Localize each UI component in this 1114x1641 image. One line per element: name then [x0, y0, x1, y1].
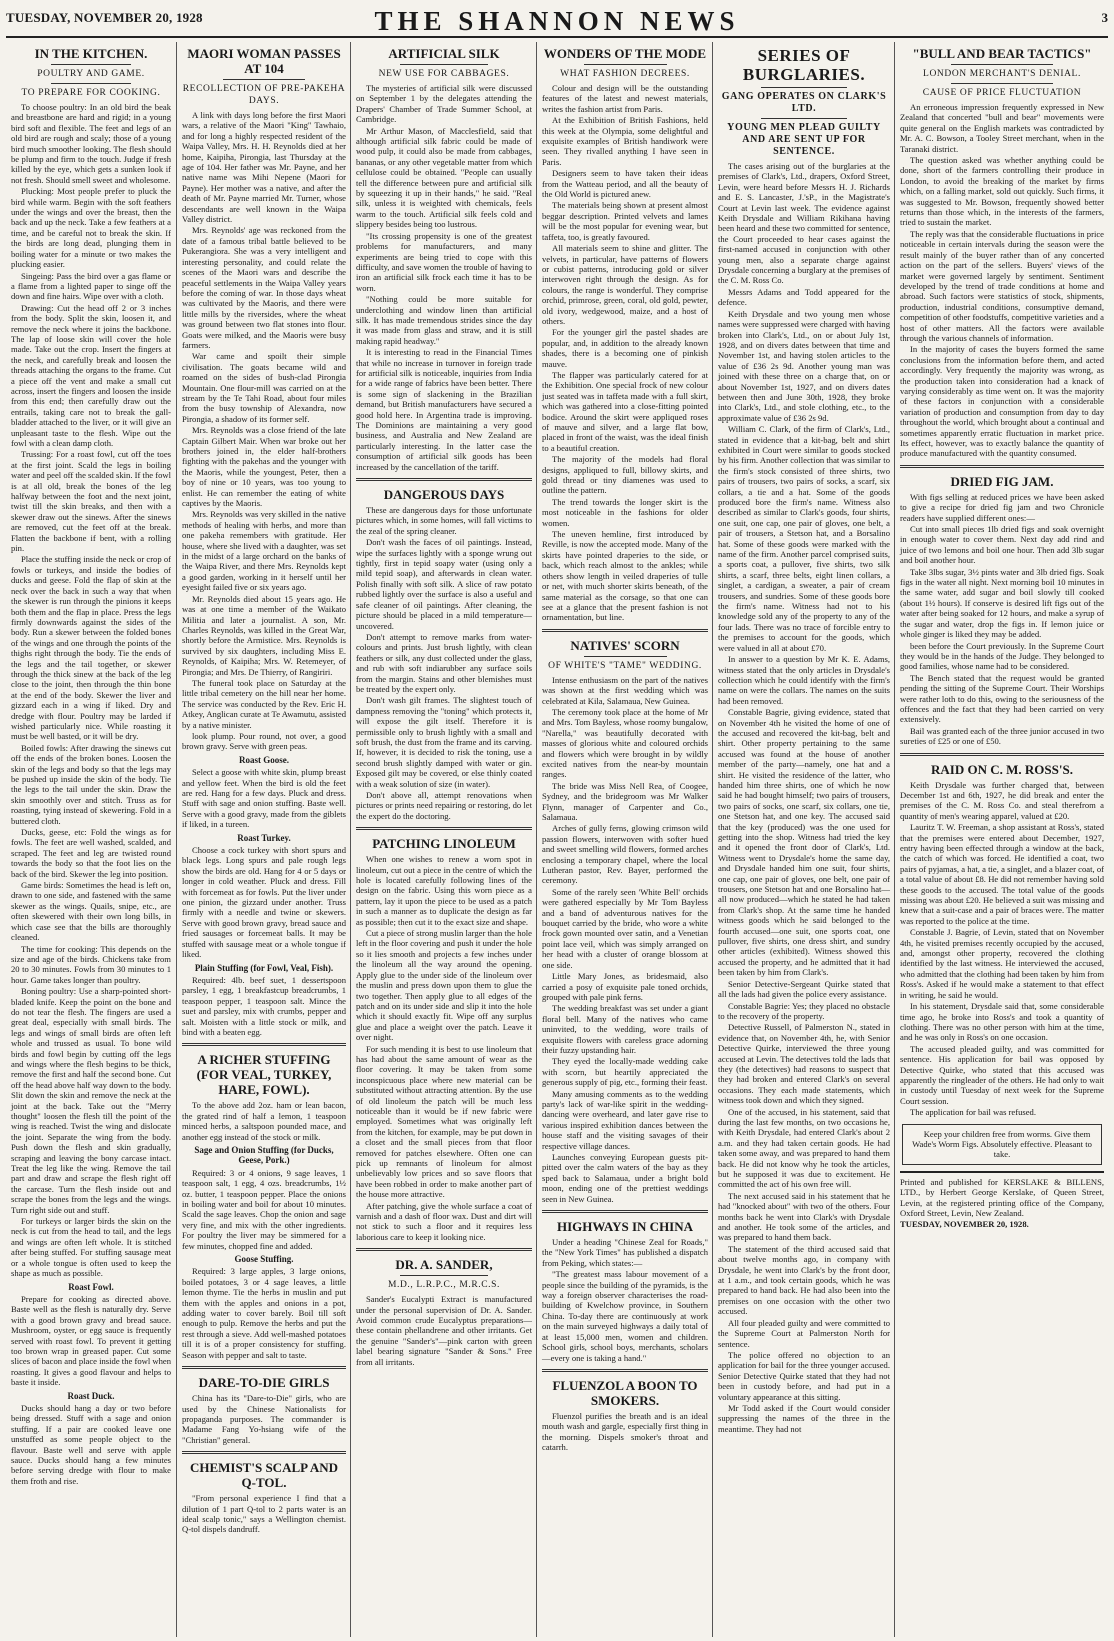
- article-paragraph: Don't wash gilt frames. The slightest touch of dampness removing the "toning" which protects it, will expose the gilt itself. Therefore it is permissible only to brush lightly with a small and soft brush, the dust from the frame and its carving. If, however, it is decided to risk the toning, use a second brush slightly damped with water or gin. Exposed gilt may be covered, or else thinly coated with a weak solution of size (in water).: [356, 695, 532, 789]
- article-paragraph: Colour and design will be the outstanding features of the latest and newest materials, writes the fashion artist from Paris.: [542, 83, 708, 114]
- article-paragraph: Don't wash the faces of oil paintings. Instead, wipe the surfaces lightly with a sponge wrung out tightly, first in tepid soapy water (using only a mild tepid soap), and afterwards in clean water. Polish finally with soft silk. A slice of raw potato rubbed lightly over the surface is also a useful and safe cleaner of oil paintings. After cleaning, the picture should be placed in a mild temperature—uncovered.: [356, 537, 532, 631]
- subhead-rule: [761, 118, 847, 119]
- article: [542, 46, 708, 623]
- article-headline: A RICHER STUFFING (FOR VEAL, TURKEY, HARE, FOWL).: [196, 1052, 332, 1098]
- article-paragraph: The question asked was whether anything could be done, short of the farmers controlling their produce in London, to avoid the breaking of the market by firms which, on a falling market, sold out quickly. Such firms, it was suggested to Mr. Bowson, frequently showed better returns than those which, in the interests of the farmers, tried to sustain the market.: [900, 155, 1104, 228]
- article-paragraph: Fluenzol purifies the breath and is an ideal mouth wash and gargle, especially first thing in the morning. Dispels smoker's throat and catarrh.: [542, 1410, 708, 1453]
- article-paragraph: An erroneous impression frequently expressed in New Zealand that concerted "bull and bear" movements were quite general on the English markets was contradicted by Mr. A. C. Bowson, a Tooley Street merchant, when in the Taranaki district.: [900, 102, 1104, 154]
- article-paragraph: Bail was granted each of the three junior accused in two sureties of £25 or one of £50.: [900, 725, 1104, 747]
- article: [11, 1391, 171, 1487]
- printer-imprint: Printed and published for KERSLAKE & BILLENS, LTD., by Herbert George Kerslake, of Queen Street, Levin, at the registered printing office of the Company, Oxford Street, Levin, New Zealand.: [900, 1171, 1104, 1219]
- article-paragraph: In answer to a question by Mr K. E. Adams, witness stated that the only articles in Drysdale's collection which he could identify with the firm's name on were the collars. The names on the suits had been removed.: [718, 654, 890, 706]
- column-5: [712, 42, 895, 1637]
- article-subhead: TO PREPARE FOR COOKING.: [21, 88, 161, 98]
- article-divider: [900, 753, 1104, 756]
- article-paragraph: been before the Court previously. In the Supreme Court they would be in the hands of the Judge. They belonged to good families, whose name had to be considered.: [900, 640, 1104, 672]
- article-paragraph: The cases arising out of the burglaries at the premises of Clark's, Ltd., drapers, Oxford Street, Levin, were heard before Messrs H. J. Richards and E. S. Lancaster, J.'sP., in the Magistrate's Court at Levin last week. The evidence against Keith Drysdale and William Rikihana having been heard and these two committed for sentence, the Court proceeded to hear cases against the first-named accused in conjunction with other young men, also a separate charge against Drysdale concerning a burglary at the premises of the C. M. Ross Co.: [718, 161, 890, 286]
- article-paragraph: The Bench stated that the request would be granted pending the sitting of the Supreme Court. Their Worships were rather loth to do this, owing to the seriousness of the offences and the fact that they had been carried on very extensively.: [900, 672, 1104, 725]
- article: [182, 731, 346, 752]
- article-paragraph: The statement of the third accused said that about twelve months ago, in company with Drysdale, he went into Clark's by the front door, at 1 a.m., and took certain goods, which he was prepared to hand back. He had also been into the premises on one occasion with the other two accused.: [718, 1243, 890, 1317]
- article-paragraph: Trussing: For a roast fowl, cut off the toes at the first joint. Scald the legs in boiling water and peel off the scalded skin. If the fowl is at all old, break the bones of the leg halfway between the foot and the next joint, twist till the skin breaks, and then with a skewer draw out the sinews. After the sinews are removed, cut the feet off at the break. Flatten the backbone if bent, with a rolling pin.: [11, 449, 171, 554]
- recipe-heading: Plain Stuffing (for Fowl, Veal, Fish).: [194, 962, 334, 973]
- article-headline: MAORI WOMAN PASSES AT 104: [187, 46, 341, 76]
- article-paragraph: The majority of the models had floral designs, appliqued to full, billowy skirts, and gold thread or tiny diamenes was used to outline the pattern.: [542, 454, 708, 496]
- article: [182, 1145, 346, 1251]
- article: [182, 1254, 346, 1360]
- article-paragraph: Don't attempt to remove marks from water-colours and prints. Just brush lightly, with clean feathers or silk, any dust collected under the glass, and rub with soft indiarubber any surface soils from the margin. Stains and other blemishes must be treated by the expert only.: [356, 631, 532, 694]
- article-paragraph: The time for cooking: This depends on the size and age of the birds. Chickens take from 20 to 30 minutes. Fowls from 30 minutes to 1 hour. Game takes longer than poultry.: [11, 943, 171, 985]
- article-subhead: NEW USE FOR CABBAGES.: [378, 69, 510, 79]
- article-paragraph: After patching, give the whole surface a coat of varnish and a dash of floor wax. Dust and dirt will not stick to such a floor and it requires less laborious care to keep it looking nice.: [356, 1200, 532, 1242]
- article: [356, 1248, 532, 1367]
- article-paragraph: Keith Drysdale was further charged that, between December 1st and 6th, 1927, he did break and enter the premises of the C. M. Ross Co. and steal therefrom a quantity of men's wearing apparel, valued at £20.: [900, 779, 1104, 821]
- article: [900, 465, 1104, 640]
- article-paragraph: William C. Clark, of the firm of Clark's, Ltd., stated in evidence that a kit-bag, belt and shirt exhibited in Court were similar to goods stocked by his firm. Another collection that was similar to the firm's stock consisted of three shirts, two pairs of trousers, two pairs of socks, a scarf, six collars, a tie and a hat. Some of the goods produced bore the firm's name. Witness also described as similar to Clark's goods, four shirts, one suit, one cap, one pair of gloves, one belt, a pair of trousers, a Stetson hat, and a Borsalino hat. Some of these goods were marked with the name of the firm. Another parcel comprised suits, a sports coat, a pullover, five shirts, two silk shirts, a scarf, three belts, eight linen collars, a singlet, a cardigan, a sweater, a pair of cream trousers, and sundries. Some of these goods bore the firm's name. Witness had not to his knowledge sold any of the property to any of the four lads. There was no trace of forcible entry to the premises to account for the goods, which were valued in all at about £70.: [718, 424, 890, 653]
- newspaper-title: THE SHANNON NEWS: [374, 6, 740, 36]
- article-paragraph: The materials being shown at present almost beggar description. Printed velvets and lames will be the most popular for evening wear, but taffeta, too, is greatly favoured.: [542, 200, 708, 242]
- article-paragraph: Mrs. Reynolds was very skilled in the native methods of healing with herbs, and more than one pakeha remembers with gratitude. Her house, where she lived with a daughter, was set in the midst of a large orchard on the banks of the Waipa River, and there Mrs. Reynolds kept a good garden, working in it herself until her eyesight failed five or six years ago.: [182, 509, 346, 593]
- article-paragraph: Drawing: Cut the head off 2 or 3 inches from the body. Split the skin, loosen it, and remove the neck where it joins the backbone. The lap of loose skin will cover the hole made. Take out the crop. Insert the fingers at the neck, and carefully break and loosen the threads attaching the organs to the frame. Cut a piece off the vent and make a small cut across, insert the fingers and loosen the inside from this end; then carefully draw out the entrails, taking care not to break the gall-bladder attached to the liver, or it will give an unpleasant taste to the flesh. Wipe out the fowl with a clean damp cloth.: [11, 302, 171, 448]
- article-paragraph: Cut a piece of strong muslin larger than the hole left in the floor covering and push it under the hole so it lies smooth and projects a few inches under the linoleum all the way around the opening. Apply glue to the under side of the linoleum over the muslin and press down upon them to glue the two together. Then apply glue to all edges of the patch and on its under side and slip it into the hole which it should exactly fit. Wipe off any surplus glue and place a weight over the patch. Leave it over night.: [356, 928, 532, 1043]
- article-paragraph: Place the stuffing inside the neck or crop of fowls or turkeys, and inside the bodies of ducks and geese. Fold the flap of skin at the neck over the back in such a way that when the skewer is run through the pinions it keeps both them and the flap in place. Press the legs firmly downwards against the sides of the body. Run a skewer between the folded bones of the wings and one through the points of the thighs right through the body. Tie the ends of the legs and the tail together, or skewer through the thick sinew at the back of the leg close to the joint, then through the thin bone at the end of the body. Skewer the liver and gizzard each in a wing if liked. Dry and dredge with flour. Poultry may be larded if wished particularly nice. While roasting it must be well basted, or it will be dry.: [11, 554, 171, 742]
- article-headline: FLUENZOL A BOON TO SMOKERS.: [552, 1377, 698, 1408]
- article-headline: DANGEROUS DAYS: [383, 487, 505, 503]
- article: [356, 478, 532, 821]
- article-paragraph: "Its crossing propensity is one of the greatest problems for manufacturers, and many experiments are being tried to cope with this difficulty, and save women the trouble of having to iron an artificial silk frock each time it has to be worn.: [356, 230, 532, 293]
- article-paragraph: For turkeys or larger birds the skin on the neck is cut from the head to tail, and the legs and wings are often left whole. It is stitched after being stuffed. For stuffing sausage meat or a whole tongue is often used to keep the shape as much as possible.: [11, 1216, 171, 1279]
- subhead-rule: [223, 79, 305, 80]
- article: [182, 1451, 346, 1535]
- recipe-heading: Roast Turkey.: [237, 832, 291, 843]
- article-paragraph: At the Exhibition of British Fashions, held this week at the Olympia, some delightful and exquisite examples of British handiwork were seen. They rivalled anything I have seen in Paris.: [542, 115, 708, 167]
- recipe-heading: Roast Goose.: [239, 754, 289, 765]
- article-paragraph: Prepare for cooking as directed above. Baste well as the flesh is naturally dry. Serve with a good brown gravy and bread sauce. Mushroom, oyster, or egg sauce is frequently served with roast fowl. To prevent it getting too brown wrap in greased paper. Cut some slices of bacon and place inside the fowl when roasting. It gives a good flavour and helps to baste it inside.: [11, 1293, 171, 1388]
- article-headline: PATCHING LINOLEUM: [372, 836, 516, 852]
- subhead-rule: [951, 64, 1053, 65]
- article: [356, 46, 532, 472]
- article-paragraph: The wedding breakfast was set under a giant floral bell. Many of the natives who came uninvited, to the wedding, wore trails of exquisite flowers with careless grace adorning their fuzzy upstanding hair.: [542, 1003, 708, 1055]
- article-paragraph: China has its "Dare-to-Die" girls, who are used by the Chinese Nationalists for propaganda purposes. The commander is Madame Fang Yo-hsiang wife of the "Christian" general.: [182, 1393, 346, 1445]
- page-number: 3: [1101, 10, 1108, 25]
- issue-date: TUESDAY, NOVEMBER 20, 1928: [6, 10, 203, 25]
- subhead-rule: [400, 64, 488, 65]
- article-headline: DARE-TO-DIE GIRLS: [198, 1375, 330, 1391]
- column-1: [6, 42, 176, 1637]
- article-paragraph: The trend towards the longer skirt is the most noticeable in the fashions for older women.: [542, 496, 708, 528]
- article-paragraph: They eyed the locally-made wedding cake with scorn, but heartily appreciated the generous supply of pig, etc., forming their feast.: [542, 1056, 708, 1088]
- article-paragraph: Intense enthusiasm on the part of the natives was shown at the first wedding which was celebrated at Kila, Salamaua, New Guinea.: [542, 674, 708, 706]
- article-paragraph: Required: 4lb. beef suet, 1 dessertspoon parsley, 1 egg, 1 breakfastcup breadcrumbs, 1 teaspoon pepper, 1 teaspoon salt. Mince the suet and parsley, mix with crumbs, pepper and salt. Moisten with a little stock or milk, and bind with a beaten egg.: [182, 974, 346, 1037]
- advertisement: Keep your children free from worms. Give them Wade's Worm Figs. Absolutely effective. Pleasant to take.: [902, 1124, 1102, 1165]
- article-paragraph: To the above add 2oz. ham or lean bacon, the grated rind of half a lemon, 1 teaspoon minced herbs, a saltspoon pounded mace, and another egg instead of the stock or milk.: [182, 1100, 346, 1142]
- article-subhead: RECOLLECTION OF PRE-PAKEHA DAYS.: [182, 84, 346, 106]
- article-paragraph: When one wishes to renew a worn spot in linoleum, cut out a piece in the centre of which the hole is located carefully following lines of the design on the fabric. Using this worn piece as a pattern, lay it upon the piece to be used as a patch in such a manner as to duplicate the design as far as possible; then cut it to the exact size and shape.: [356, 854, 532, 927]
- article-paragraph: The funeral took place on Saturday at the little tribal cemetery on the hill near her home. The service was conducted by the Rev. Eric H. Atkey, Anglican curate at Te Awamutu, assisted by a native minister.: [182, 677, 346, 730]
- article-paragraph: look plump. Pour round, not over, a good brown gravy. Serve with green peas.: [182, 730, 346, 752]
- article-paragraph: Constable Bagrie, giving evidence, stated that on November 4th he visited the home of one of the accused and recovered the kit-bag, belt and shirt. Other property pertaining to the same accused was found at the house of another member of the party—namely, one hat and a shirt. He visited the residence of the latter, who handed him three shirts, one of which he now said he had bought himself; two pairs of trousers, two pairs of socks, one scarf, six collars, one tie, one Stetson hat, and one key. The accused said that the key (produced) was the one used for getting into the shop. Witness had tried the key and it opened the front door of Clark's, Ltd. Witness went to Drysdale's home the same day, and Drysdale handed him one suit, four shirts, one cap, one pair of gloves, one belt, one pair of trousers, one Stetson hat and one Borsalino hat—all now produced—which he stated he had taken from Clark's shop. At the same time he handed witness goods which he said belonged to the fourth accused—one suit, one sports coat, one pullover, five shirts, one dress shirt, and sundry other articles (exhibited). Witness showed this accused the property, and he admitted that it had been taken by him from Clark's.: [718, 707, 890, 978]
- article-paragraph: The accused pleaded guilty, and was committed for sentence. His application for bail was opposed by Detective Quirke, who stated that this accused was apparently the ringleader of the others. He had only to wait in custody until Tuesday of next week for the Supreme Court session.: [900, 1043, 1104, 1106]
- article-paragraph: All four pleaded guilty and were committed to the Supreme Court at Palmerston North for sentence.: [718, 1317, 890, 1349]
- column-4: [536, 42, 713, 1637]
- article-paragraph: Boiled fowls: After drawing the sinews cut off the ends of the broken bones. Loosen the skin of the legs and body so that the legs may be pushed up inside the skin of the body. Tie the legs to the tail under the skin. Draw the skin smoothly over and stitch. Truss as for roasting, tying instead of skewering. Fold in a buttered cloth.: [11, 742, 171, 826]
- article-paragraph: Game birds: Sometimes the head is left on, drawn to one side, and fastened with the same skewer as the wings. Quails, snipe, etc., are often skewered with their own long bills, in which case see that the bills are thoroughly cleaned.: [11, 880, 171, 943]
- article-paragraph: Mrs. Reynolds was a close friend of the late Captain Gilbert Mair. When war broke out her brothers joined in, the elder half-brothers fighting with the pakehas and the younger with the Maoris, while the youngest, Peter, then a boy of nine or 10 years, was too young to enlist. He can remember the eating of white captives by the Maoris.: [182, 425, 346, 509]
- subhead-rule: [400, 1275, 488, 1276]
- article-paragraph: The application for bail was refused.: [910, 1107, 1036, 1118]
- article-paragraph: To choose poultry: In an old bird the beak and breastbone are hard and rigid; in a young bird soft and flexible. The feet and legs of an old bird are rough and scaly; those of a young bird much smoother looking. The flesh should be plump and firm to the touch. Judge if fresh killed by the eye, which gets a sunken look if not fresh. Should smell sweet and wholesome.: [11, 102, 171, 185]
- article-paragraph: Mrs. Reynolds' age was reckoned from the date of a famous tribal battle believed to be Pukerangiora. She was a very intelligent and interesting personality, and could relate the scenes of the Maori wars and describe the peaceful settlements in the Waipa Valley years before the coming of war. In those days wheat was cultivated by the Maoris, and there were little mills by the riversides, where the wheat was ground between two flat stones into flour. Goats were milked, and the Maoris were busy farmers.: [182, 225, 346, 350]
- article-paragraph: Plucking: Most people prefer to pluck the bird while warm. Begin with the soft feathers under the wings and over the breast, then the back and up the neck. Take a few feathers at a time, and be careful not to break the skin. If the birds are long dead, plunging them in boiling water for a minute or two makes the plucking easier.: [11, 186, 171, 270]
- article: [182, 46, 346, 730]
- article: [900, 641, 1104, 747]
- subhead-rule: [584, 656, 667, 657]
- article-subhead: M.D., L.R.P.C., M.R.C.S.: [387, 1280, 501, 1291]
- article-headline: DRIED FIG JAM.: [950, 473, 1054, 489]
- article-paragraph: Ducks, geese, etc: Fold the wings as for fowls. The feet are well washed, scalded, and scraped. The feet and leg are twisted round towards the body so that the foot lies on the back of the bird. Skewer the leg into position.: [11, 827, 171, 879]
- article: [182, 1366, 346, 1445]
- article-paragraph: Some of the rarely seen 'White Bell' orchids were gathered especially by Mr Tom Bayless and a band of adventurous natives for the bouquet carried by the bride, who wore a white frock gown mounted over satin, and a Venetian point lace veil, which was simply arranged on her head with a cluster of orange blossom at one side.: [542, 886, 708, 970]
- article-paragraph: "Nothing could be more suitable for underclothing and window linen than artificial silk. It has made tremendous strides since the day it was made from glass and straw, and it is still making rapid headway.": [356, 294, 532, 346]
- article-paragraph: Mr Arthur Mason, of Macclesfield, said that although artificial silk fabric could be made of wood pulp, it could also be made from cabbages, bananas, or any other vegetable matter from which cellulose could be obtained. "People can usually tell the difference between pure and artificial silk by squeezing it up in their hands," he said. "Real silk, unless it is weighted with chemicals, feels warm to the touch. Artificial silk feels cold and slippery besides being too lustrous.: [356, 125, 532, 230]
- recipe-heading: Sage and Onion Stuffing (for Ducks, Geese, Pork.): [194, 1144, 334, 1166]
- article: [11, 1282, 171, 1388]
- article-divider: [182, 1451, 346, 1454]
- article-paragraph: It is interesting to read in the Financial Times that while no increase in turnover in foreign trade for artificial silk is noticeable, inquiries from India for a wide range of fabrics have been better. There is some sign of slackening in the Brazilian demand, but British manufacturers have secured a good hold here. In Argentina trade is improving. The Dominions are maintaining a very good business, and Australia and New Zealand are particularly interesting. In the latter case the consumption of artificial silk goods has been increased by the cancellation of the tariff.: [356, 347, 532, 472]
- article-paragraph: These are dangerous days for those unfortunate pictures which, in some homes, will fall victims to the zeal of the spring cleaner.: [356, 505, 532, 536]
- article-paragraph: Take 3lbs sugar, 3½ pints water and 3lb dried figs. Soak figs in the water all night. Next morning boil 10 minutes in the same water, add sugar and boil slowly till cooked (about 1½ hours). If conserve is desired lift figs out of the water after being soaked for 12 hours, and make a syrup of the sugar and water, drop the figs in. If lemon juice or whole ginger is liked they may be added.: [900, 566, 1104, 640]
- article-paragraph: Lauritz T. W. Freeman, a shop assistant at Ross's, stated that the premises were entered about December, 1927, entry having been effected through a window at the back, the catch of which was forced. He identified a coat, two pairs of pyjamas, a hat, a tie, a singlet, and a blazer coat, of a total value of about £8. He did not remember having sold these goods to the accused. The total value of the goods missing was about £20. He believed a suit was missing and knew that a suit-case and a pair of braces were. The matter was reported to the police at the time.: [900, 822, 1104, 926]
- masthead: [6, 6, 1108, 38]
- article-divider: [356, 1248, 532, 1251]
- article-paragraph: Designers seem to have taken their ideas from the Watteau period, and all the beauty of the Old World is pictured anew.: [542, 168, 708, 200]
- article-paragraph: Constable Bagrie: Yes; they placed no obstacle to the recovery of the property.: [718, 1000, 890, 1021]
- article: [182, 755, 346, 830]
- article: [356, 827, 532, 1242]
- article-paragraph: Choose a cock turkey with short spurs and black legs. Long spurs and pale rough legs show the birds are old. Hang for 4 or 5 days or longer in cold weather. Pluck and dress. Fill with forcemeat as for fowls. Put the liver under one pinion, the gizzard under another. Truss firmly with a needle and twine or skewers. Serve with good brown gravy, bread sauce and fried sausages or forcemeat balls. It may be stuffed with sausage meat or a whole tongue if liked.: [182, 845, 346, 960]
- subhead-rule: [584, 64, 667, 65]
- article-paragraph: "The greatest mass labour movement of a people since the building of the pyramids, is the way a foreign observer characterises the road-building of Kwelchow province, in Southern China. To-day there are continuously at work on the main surveyed highways a daily total of at least 15,000 men, women and children. School girls, school boys, merchants, scholars—every one is taking a hand.": [542, 1269, 708, 1363]
- article-paragraph: For such mending it is best to use linoleum that has had about the same amount of wear as the floor covering. It may be taken from some inconspicuous place where new material can be substituted without attracting attention. By the use of old linoleum the patch will be much less noticeable than it would be if new fabric were employed. Sometimes what was originally left from the kitchen, for example, may be put down in a closet and the small pieces from that floor removed for patches elsewhere. Often one can pick up remnants of linoleum for almost unbelievably low prices and so save floors that have been robbed in order to make another part of the house more attractive.: [356, 1043, 532, 1200]
- article-paragraph: Messrs Adams and Todd appeared for the defence.: [718, 286, 890, 308]
- subhead-rule: [951, 83, 1053, 84]
- article-paragraph: For the younger girl the pastel shades are popular, and, in addition to the already known shades, there is a becoming one of pinkish mauve.: [542, 327, 708, 369]
- article-paragraph: The reply was that the considerable fluctuations in price noticeable in certain intervals during the season were the result mainly of the buyer rather than of any concerted action on the part of the sellers. Buyers' views of the market were governed largely by sentiment. Sentiment developed by the trend of trade conditions at home and abroad. Such factors were statistics of stock, shipments, production, industrial conditions, consumptive demand, competition of other foodstuffs, competitive varieties and a host of other matters. All the factors were available through the various channels of information.: [900, 228, 1104, 343]
- article-paragraph: The bride was Miss Nell Rea, of Coogee, Sydney, and the bridegroom was Mr Walker Flynn, manager of Carpenter and Co., Salamaua.: [542, 780, 708, 822]
- article-headline: DR. A. SANDER,: [395, 1257, 493, 1273]
- article: [900, 753, 1104, 1118]
- article-divider: [900, 465, 1104, 468]
- article-headline: SERIES OF BURGLARIES.: [742, 46, 866, 84]
- article-paragraph: Sander's Eucalypti Extract is manufactured under the personal supervision of Dr. A. Sander. Avoid common crude Eucalyptus preparations—these contain phellandrene and other irritants. Get the genuine "Sander's"—pink carton with green label bearing signature "Sander & Sons." Free from all irritants.: [356, 1294, 532, 1367]
- article-divider: [356, 827, 532, 830]
- article-divider: [182, 1366, 346, 1369]
- recipe-heading: Goose Stuffing.: [234, 1254, 294, 1265]
- article-paragraph: The flapper was particularly catered for at the Exhibition. One special frock of new colour just seated was in taffeta made with a full skirt, which was gathered into a close-fitting pointed bodice. Around the skirt were appliqued roses of mauve and silver, and a large flat bow, placed in front of the waist, was the ideal finish to a beautiful creation.: [542, 369, 708, 453]
- article-subhead: WHAT FASHION DECREES.: [560, 69, 690, 79]
- article-paragraph: Little Mary Jones, as bridesmaid, also carried a posy of exquisite pale toned orchids, grouped with pale pink ferns.: [542, 971, 708, 1002]
- article-paragraph: Cut into small pieces 1lb dried figs and soak overnight in enough water to cover them. Next day add rind and juice of two lemons and boil one hour. Then add 3lb sugar and boil another hour.: [900, 524, 1104, 566]
- article-paragraph: The mysteries of artificial silk were discussed on September 1 by the delegates attending the Drapers' Chamber of Trade Summer School, at Cambridge.: [356, 83, 532, 125]
- subhead-rule: [51, 64, 131, 65]
- article-headline: ARTIFICIAL SILK: [388, 46, 500, 61]
- article-subhead: CAUSE OF PRICE FLUCTUATION: [922, 88, 1082, 98]
- article-divider: [542, 629, 708, 632]
- article-paragraph: Under a heading "Chinese Zeal for Roads," the "New York Times" has published a dispatch from Peking, which states:—: [542, 1237, 708, 1268]
- article-paragraph: Ducks should hang a day or two before being dressed. Stuff with a sage and onion stuffing. If a pair are cooked leave one unstuffed as some people object to the flavour. Baste well and serve with apple sauce. Ducks should hang a few minutes before serving dredge with flour to make them froth and rise.: [11, 1402, 171, 1486]
- article-paragraph: Many amusing comments as to the wedding party's lack of war-like spirit in the wedding-dancing were overheard, and later gave rise to various inspired exhibition dances between the house staff and the visiting savages of their respective village dances.: [542, 1088, 708, 1151]
- article-divider: [542, 1210, 708, 1213]
- article-paragraph: Singeing: Pass the bird over a gas flame or a flame from a lighted paper to singe off the down and fine hairs. Wipe over with a cloth.: [11, 270, 171, 302]
- article: [900, 46, 1104, 459]
- article-paragraph: Launches conveying European guests pit-pitted over the calm waters of the bay as they sped back to Salamaua, under a bright bold moon, ending one of the prettiest weddings seen in New Guinea.: [542, 1152, 708, 1204]
- column-2: [176, 42, 351, 1637]
- article-subhead: YOUNG MEN PLEAD GUILTY AND ARE SENT UP FOR SENTENCE.: [727, 122, 881, 157]
- article-subhead: POULTRY AND GAME.: [37, 69, 145, 79]
- columns-container: [6, 42, 1108, 1637]
- subhead-rule: [51, 83, 131, 84]
- article-paragraph: The uneven hemline, first introduced by Reville, is now the accepted mode. Many of the skirts have pointed draperies to the side, or back, which reach almost to the ankles; while others show length in veiled draperies of tulle or net, with much shorter skirts beneath, of the same material as the corsage, so that one can see at a glance that the present fashion is not ornamentation, but line.: [542, 529, 708, 623]
- article-paragraph: In the majority of cases the buyers formed the same conclusions from the information before them, and acted accordingly. Very frequently the majority was wrong, as the production taken into consideration had a knack of varying considerably as time went on. It was the majority of these factors in conjunction with a considerable variation of production and consumption from day to day throughout the world, which brought about a continual and sometimes apparently erratic fluctuation in market price. Its effect, however, was to exactly balance the quantity of produce manufactured with the quantity consumed.: [900, 344, 1104, 459]
- article-paragraph: Constable J. Bagrie, of Levin, stated that on November 4th, he visited premises recently occupied by the accused, and, amongst other property, recovered the clothing identified by the last witness. He interviewed the accused, who admitted that the clothing had been taken by him from Ross's. Asked if he would make a statement to that effect in writing, he said he would.: [900, 927, 1104, 1000]
- article-paragraph: In his statement, Drysdale said that, some considerable time ago, he broke into Ross's and took a quantity of clothing. There was no other person with him at the time, and he was only in Ross's on one occasion.: [900, 1001, 1104, 1043]
- article: [182, 963, 346, 1038]
- article: [182, 1043, 346, 1142]
- article: [11, 46, 171, 1279]
- recipe-heading: Roast Fowl.: [68, 1281, 114, 1292]
- article-divider: [182, 1043, 346, 1046]
- article-paragraph: War came and spoilt their simple civilisation. The goats became wild and roamed on the sides of bush-clad Pirongia Mountain. One flour-mill was carried on at the stream by the Te Tahi Road, about four miles from the busy township of Alexandra, now Pirongia, a shadow of its former self.: [182, 351, 346, 424]
- article-paragraph: Senior Detective-Sergeant Quirke stated that all the lads had given the police every assistance.: [718, 978, 890, 1000]
- article-divider: [542, 1369, 708, 1372]
- article-paragraph: Required: 3 large apples, 3 large onions, boiled potatoes, 3 or 4 sage leaves, a little lemon thyme. Tie the herbs in muslin and put them with the apples and onions in a pot, adding water to cover barely. Boil till soft enough to pulp. Remove the herbs and put the rest through a sieve. Add well-mashed potatoes till it is of a proper consistency for stuffing. Season with pepper and salt to taste.: [182, 1266, 346, 1360]
- article-paragraph: Arches of gully ferns, glowing crimson wild passion flowers, interwoven with softer hued and sweet smelling wild flowers, formed arches enclosing a temporary chapel, where the local Lutheran pastor, Rev. Bayer, performed the ceremony.: [542, 823, 708, 886]
- article-paragraph: The ceremony took place at the home of Mr and Mrs. Tom Bayless, whose roomy bungalow, "Narella," was beautifully decorated with masses of glorious white and coloured orchids and flowers which were brought in by wildly excited natives from the near-by mountain ranges.: [542, 706, 708, 780]
- column-3: [350, 42, 537, 1637]
- article-headline: "BULL AND BEAR TACTICS": [912, 46, 1092, 61]
- article: [542, 1210, 708, 1363]
- article-headline: NATIVES' SCORN: [570, 637, 680, 653]
- article: [718, 46, 890, 1434]
- article-paragraph: All materials seem to shine and glitter. The velvets, in particular, have patterns of flowers or cubist patterns, introducing gold or silver interwoven right through the design. As for colours, the range is wonderful. They comprise orchid, primrose, green, coral, old gold, pewter, old ivory, wedgewood, maize, and a host of others.: [542, 243, 708, 326]
- article-paragraph: Keith Drysdale and two young men whose names were suppressed were charged with having broken into Clark's, Ltd., on or about July 1st, 1928, and on divers dates between that time and November 1st, and having stolen articles to the value of £36 2s 9d. Another young man was joined with these three on a charge that, on or about November 1st, 1927, and on divers dates between then and June 30th, 1928, they broke into Clark's, Ltd., and stole clothing, etc., to the approximate value of £36 2s 9d.: [718, 308, 890, 423]
- article-paragraph: With figs selling at reduced prices we have been asked to give a recipe for dried fig jam and two Chronicle readers have supplied different ones:—: [900, 491, 1104, 523]
- article: [542, 629, 708, 1204]
- article-subhead: LONDON MERCHANT'S DENIAL.: [923, 69, 1081, 79]
- article: [542, 1369, 708, 1453]
- article-paragraph: One of the accused, in his statement, said that during the last few months, on two occasions he, with Keith Drysdale, had entered Clark's about 2 a.m. and they had taken certain goods. He had taken some away, and was prepared to hand them back. He did not know why he took the articles, but he supposed it was due to excitement. He committed the act of his own free will.: [718, 1106, 890, 1190]
- article-paragraph: The next accused said in his statement that he had "knocked about" with two of the others. Four months back he went into Clark's with Drysdale and another. He took some of the articles, and was prepared to hand them back.: [718, 1190, 890, 1243]
- article-paragraph: Don't above all, attempt renovations when pictures or prints need repairing or restoring, do let the expert do the doctoring.: [356, 790, 532, 821]
- imprint-date: TUESDAY, NOVEMBER 20, 1928.: [900, 1219, 1029, 1230]
- column-6: [894, 42, 1109, 1637]
- article-paragraph: Boning poultry: Use a sharp-pointed short-bladed knife. Keep the point on the bone and do not tear the flesh. The fingers are used a great deal, especially with small birds. The legs and wings of small birds are often left whole and trussed as usual. To bone wild birds and fowl begin by cutting off the legs and wings where the flesh begins to be thick, remove the first and half the second bone. Cut off the head above half way down to the body. Slit down the skin and remove the neck at the joint at the back. Take out the "Merry thought" loosen the flesh till the point of the wing is reached. Twist the wing and dislocate the joint. Separate the wing from the body. Push down the flesh and skin gradually, scraping and leaving the bony carcase intact. Treat the leg like the wing. Remove the tail part and draw and scrape the flesh right off the carcase. Turn the flesh inside out and scrape the bones from the legs and the wings. Turn right side out and stuff.: [11, 986, 171, 1215]
- article-paragraph: Mr Todd asked if the Court would consider suppressing the names of the three in the meantime. They had not: [718, 1402, 890, 1434]
- article-paragraph: "From personal experience I find that a dilution of 1 part Q-tol to 2 parts water is an ideal scalp tonic," says a Wellington chemist. Q-tol dispels dandruff.: [182, 1493, 346, 1535]
- article-paragraph: The police offered no objection to an application for bail for the three younger accused. Senior Detective Quirke stated that they had not been in custody before, and had put in a voluntary appearance at this sitting.: [718, 1349, 890, 1402]
- article-paragraph: Required: 3 or 4 onions, 9 sage leaves, 1 teaspoon salt, 1 egg, 4 ozs. breadcrumbs, 1½ oz. butter, 1 teaspoon pepper. Place the onions in boiling water and boil for about 10 minutes. Scald the sage leaves. Chop the onion and sage very fine, and mix with the other ingredients. For poultry the liver may be simmered for a few minutes, chopped fine and added.: [182, 1167, 346, 1251]
- article-divider: [356, 478, 532, 481]
- article-headline: CHEMIST'S SCALP AND Q-TOL.: [189, 1460, 339, 1491]
- article-headline: IN THE KITCHEN.: [34, 46, 148, 61]
- article-paragraph: Mr. Reynolds died about 15 years ago. He was at one time a member of the Waikato Militia and later a journalist. A son, Mr. Charles Reynolds, was killed in the Great War, shortly before the Armistice. Mrs. Reynolds is survived by six daughters, including Miss E. Reynolds, of Kaipiha; Mrs. W. Retemeyer, of Pirongia; and Mrs. De Thierry, of Rangiriri.: [182, 593, 346, 677]
- article-paragraph: A link with days long before the first Maori wars, a relative of the Maori "King" Tawhaio, and for long a highly respected resident of the Waipa Valley, Mrs. H. H. Reynolds died at her home, Kaipiha, Pirongia, last Thursday at the age of 104. Her father was Mr. Payne, and her native name was Mihi Nepene (Maori for Payne). Her mother was a native, and after the death of Mr. Payne married Mr. Turner, whose descendants are well known in the Waipa Valley district.: [182, 110, 346, 225]
- article-headline: HIGHWAYS IN CHINA: [556, 1219, 694, 1235]
- article-headline: RAID ON C. M. ROSS'S.: [931, 761, 1073, 777]
- article-paragraph: Select a goose with white skin, plump breast and yellow feet. When the bird is old the feet are red. Hang for a few days. Pluck and dress. Stuff with sage and onion stuffing. Baste well. Serve with a good gravy, made from the giblets if liked, in a tureen.: [182, 767, 346, 830]
- article-headline: WONDERS OF THE MODE: [543, 46, 707, 61]
- article: [182, 833, 346, 960]
- article-subhead: OF WHITE'S "TAME" WEDDING.: [548, 660, 702, 671]
- recipe-heading: Roast Duck.: [67, 1390, 115, 1401]
- subhead-rule: [761, 87, 847, 88]
- article-paragraph: Detective Russell, of Palmerston N., stated in evidence that, on November 4th, he, with Senior Detective Quirke, interviewed the three young accused at Levin. The detectives told the lads that they (the detectives) had reasons to suspect that they had broken and entered Clark's on several occasions. They each made statements, which witness took down and which they signed.: [718, 1022, 890, 1106]
- article-subhead: GANG OPERATES ON CLARK'S LTD.: [721, 91, 887, 114]
